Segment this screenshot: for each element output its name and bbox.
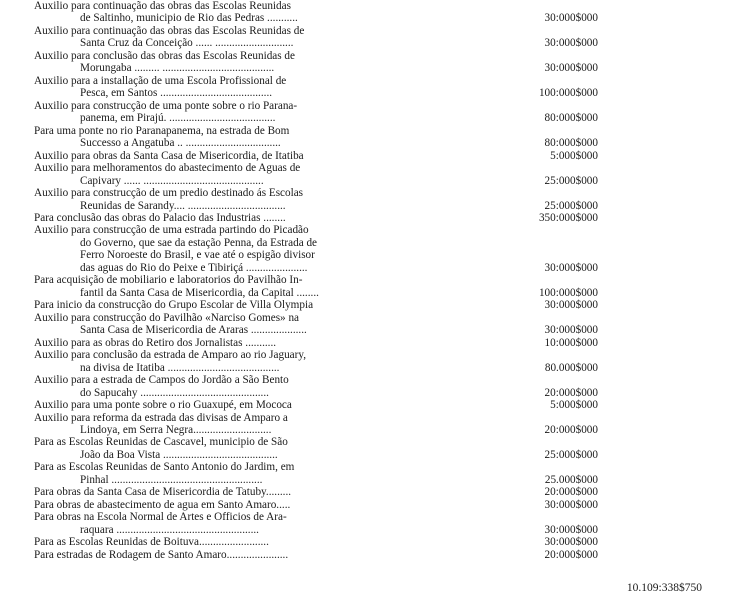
entry-amount: 30:000$000 — [544, 523, 598, 536]
entry-amount: 20:000$000 — [544, 386, 598, 399]
entry-description-line: Auxilio para construcção de um predio destinado ás Escolas — [34, 187, 304, 200]
entry-amount: 20:000$000 — [544, 548, 598, 561]
entry-description-continuation: Morungaba ......... ........................................ — [80, 62, 275, 75]
entry-amount: 25.000$000 — [544, 473, 598, 486]
entry-description-continuation: fantil da Santa Casa de Misericordia, da Capital ........ — [80, 286, 319, 299]
entry-description-line: Auxilio para as obras do Retiro dos Jornalistas ........... — [34, 336, 277, 349]
entry-amount: 30:000$000 — [544, 37, 598, 50]
entry-description-line: Auxilio para continuação das obras das Escolas Reunidas — [34, 0, 291, 12]
entry-description-continuation: Lindoya, em Serra Negra............................ — [80, 423, 272, 436]
entry-description-line: Para obras de abastecimento de agua em Santo Amaro..... — [34, 498, 291, 511]
entry-description-line: Auxilio para construcção do Pavilhão «Narciso Gomes» na — [34, 311, 300, 324]
entry-amount: 80:000$000 — [544, 112, 598, 125]
entry-description-continuation: Santa Cruz da Conceição ...... ............................ — [80, 37, 294, 50]
entry-description-continuation: Reunidas de Sarandy.... ................................... — [80, 199, 286, 212]
entry-amount: 80:000$000 — [544, 137, 598, 150]
entry-description-continuation: do Governo, que sae da estação Penna, da Estrada de — [80, 236, 318, 249]
entry-amount: 80.000$000 — [544, 361, 598, 374]
entry-description-line: Auxilio para conclusão da estrada de Amparo ao rio Jaguary, — [34, 349, 307, 362]
entry-amount: 30:000$000 — [544, 12, 598, 25]
entry-amount: 30:000$000 — [544, 498, 598, 511]
entry-description-line: Auxilio para obras da Santa Casa de Misericordia, de Itatiba — [34, 149, 304, 162]
entry-description-line: Para obras da Santa Casa de Misericordia de Tatuby......... — [34, 486, 292, 499]
entry-description-continuation: Santa Casa de Misericordia de Araras .................... — [80, 324, 307, 337]
entry-amount: 30:000$000 — [544, 536, 598, 549]
entry-amount: 100:000$000 — [538, 286, 598, 299]
grand-total: 10.109:338$750 — [626, 582, 702, 594]
entry-amount: 100:000$000 — [538, 87, 598, 100]
entry-description-line: Auxilio para a installação de uma Escola Profissional de — [34, 74, 287, 87]
entry-description-line: Auxilio para uma ponte sobre o rio Guaxupé, em Mococa — [34, 399, 292, 412]
entry-description-line: Para uma ponte no rio Paranapanema, na estrada de Bom — [34, 124, 290, 137]
entry-amount: 20:000$000 — [544, 423, 598, 436]
entry-description-continuation: Successo a Angatuba .. .................................. — [80, 137, 281, 150]
entry-description-line: Auxilio para conclusão das obras das Escolas Reunidas de — [34, 49, 295, 62]
entry-description-continuation: raquara ................................................... — [80, 523, 259, 536]
entry-amount: 30:000$000 — [544, 261, 598, 274]
entry-description-continuation: Capivary ...... ........................................... — [80, 174, 264, 187]
entry-amount: 25:000$000 — [544, 199, 598, 212]
entry-description-line: Auxilio para continuação das obras das Escolas Reunidas de — [34, 24, 305, 37]
entry-amount: 30:000$000 — [544, 324, 598, 337]
entry-description-line: Para inicio da construcção do Grupo Escolar de Villa Olympia — [34, 299, 314, 312]
entry-amount: 20:000$000 — [544, 486, 598, 499]
entry-description-continuation: na divisa de Itatiba ........................................ — [80, 361, 280, 374]
entry-description-line: Para as Escolas Reunidas de Santo Antonio do Jardim, em — [34, 461, 295, 474]
entry-description-continuation: Pesca, em Santos ........................................ — [80, 87, 273, 100]
entry-description-line: Auxilio para construcção de uma ponte sobre o rio Parana- — [34, 99, 298, 112]
entry-description-line: Auxilio para reforma da estrada das divisas de Amparo a — [34, 411, 288, 424]
entry-description-line: Auxilio para a estrada de Campos do Jordão a São Bento — [34, 374, 289, 387]
entry-amount: 30:000$000 — [544, 62, 598, 75]
entry-amount: 350:000$000 — [538, 211, 598, 224]
entry-amount: 25:000$000 — [544, 448, 598, 461]
entry-description-continuation: João da Boa Vista ......................................... — [80, 448, 278, 461]
entry-description-line: Para conclusão das obras do Palacio das Industrias ........ — [34, 211, 286, 224]
entry-amount: 25:000$000 — [544, 174, 598, 187]
entry-description-line: Para as Escolas Reunidas de Cascavel, municipio de São — [34, 436, 288, 449]
entry-description-continuation: Pinhal ...................................................... — [80, 473, 263, 486]
entry-description-continuation: panema, em Pirajú. ...................................... — [80, 112, 276, 125]
entry-amount: 10:000$000 — [544, 336, 598, 349]
entry-amount: 5:000$000 — [550, 149, 598, 162]
entry-description-continuation: das aguas do Rio do Peixe e Tibiriçá ...................... — [80, 261, 308, 274]
entry-description-line: Auxilio para construcção de uma estrada partindo do Picadão — [34, 224, 309, 237]
entry-description-line: Para acquisição de mobiliario e laboratorios do Pavilhão In- — [34, 274, 303, 287]
entry-description-line: Auxilio para melhoramentos do abastecimento de Aguas de — [34, 162, 301, 175]
entry-description-line: Para estradas de Rodagem de Santo Amaro...................... — [34, 548, 289, 561]
entry-amount: 5:000$000 — [550, 399, 598, 412]
entry-description-continuation: Ferro Noroeste do Brasil, e vae até o espigão divisor — [80, 249, 315, 262]
entry-description-line: Para as Escolas Reunidas de Boituva......................... — [34, 536, 269, 549]
entry-description-line: Para obras na Escola Normal de Artes e Officios de Ara- — [34, 511, 287, 524]
entry-amount: 30:000$000 — [544, 299, 598, 312]
entry-description-continuation: do Sapucahy .............................................. — [80, 386, 269, 399]
entry-description-continuation: de Saltinho, municipio de Rio das Pedras ........... — [80, 12, 298, 25]
